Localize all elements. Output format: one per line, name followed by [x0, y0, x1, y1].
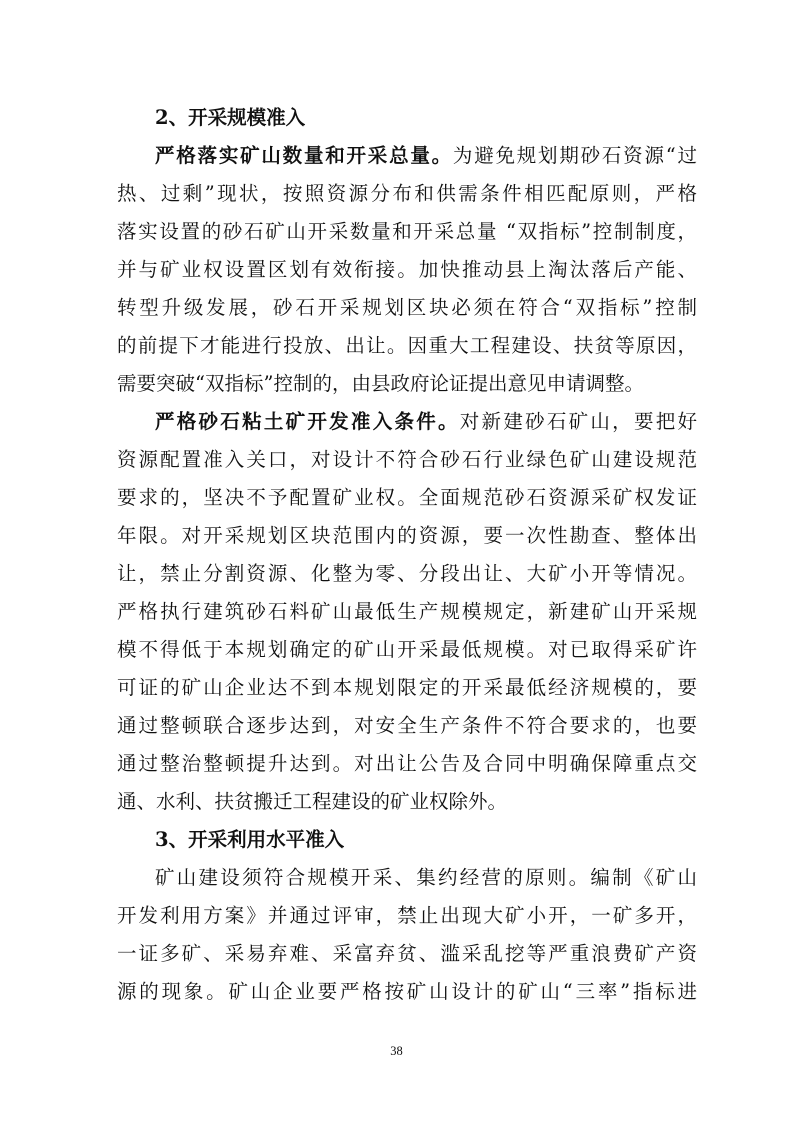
paragraph-2-line-8: 可证的矿山企业达不到本规划限定的开采最低经济规模的，要	[117, 676, 697, 699]
paragraph-1-line-7: 需要突破“双指标”控制的，由县政府论证提出意见申请调整。	[117, 372, 644, 395]
paragraph-2-line-10: 通过整治整顿提升达到。对出让公告及合同中明确保障重点交	[117, 752, 697, 775]
section-heading-2: 2、开采规模准入	[155, 106, 306, 129]
page-number: 38	[390, 1044, 403, 1058]
paragraph-2-line-4: 年限。对开采规划区块范围内的资源，要一次性勘查、整体出	[117, 524, 697, 547]
paragraph-2-line-1-text: 对新建砂石矿山，要把好	[459, 410, 697, 433]
paragraph-2-line-6: 严格执行建筑砂石料矿山最低生产规模规定，新建矿山开采规	[117, 600, 697, 623]
paragraph-1-line-6: 的前提下才能进行投放、出让。因重大工程建设、扶贫等原因，	[117, 334, 697, 357]
paragraph-2-line-9: 通过整顿联合逐步达到，对安全生产条件不符合要求的，也要	[117, 714, 697, 737]
paragraph-1-lead: 严格落实矿山数量和开采总量。	[155, 144, 453, 167]
paragraph-1-line-3: 落实设置的砂石矿山开采数量和开采总量 “双指标”控制制度，	[117, 220, 697, 243]
paragraph-1-line-5: 转型升级发展，砂石开采规划区块必须在符合“双指标”控制	[117, 296, 697, 319]
paragraph-2-line-5: 让，禁止分割资源、化整为零、分段出让、大矿小开等情况。	[117, 562, 697, 585]
paragraph-3-line-2: 开发利用方案》并通过评审，禁止出现大矿小开，一矿多开，	[117, 904, 697, 927]
paragraph-1-line-4: 并与矿业权设置区划有效衔接。加快推动县上淘汰落后产能、	[117, 258, 697, 281]
paragraph-2-line-2: 资源配置准入关口，对设计不符合砂石行业绿色矿山建设规范	[117, 448, 697, 471]
section-heading-3: 3、开采利用水平准入	[155, 828, 345, 851]
paragraph-1-line-2: 热、过剩”现状，按照资源分布和供需条件相匹配原则，严格	[117, 182, 697, 205]
paragraph-1-line-1	[155, 146, 697, 166]
paragraph-2-lead: 严格砂石粘土矿开发准入条件。	[155, 410, 460, 433]
paragraph-2-line-11: 通、水利、扶贫搬迁工程建设的矿业权除外。	[117, 790, 508, 813]
paragraph-3-line-3: 一证多矿、采易弃难、采富弃贫、滥采乱挖等严重浪费矿产资	[117, 942, 697, 965]
paragraph-3-line-1: 矿山建设须符合规模开采、集约经营的原则。编制《矿山	[155, 866, 697, 889]
paragraph-1-line-1-text: 为避免规划期砂石资源“过	[452, 144, 697, 167]
paragraph-2-line-7: 模不得低于本规划确定的矿山开采最低规模。对已取得采矿许	[117, 638, 697, 661]
paragraph-2-line-1	[155, 412, 697, 432]
paragraph-3-line-4: 源的现象。矿山企业要严格按矿山设计的矿山“三率”指标进	[117, 980, 697, 1003]
paragraph-2-line-3: 要求的，坚决不予配置矿业权。全面规范砂石资源采矿权发证	[117, 486, 697, 509]
